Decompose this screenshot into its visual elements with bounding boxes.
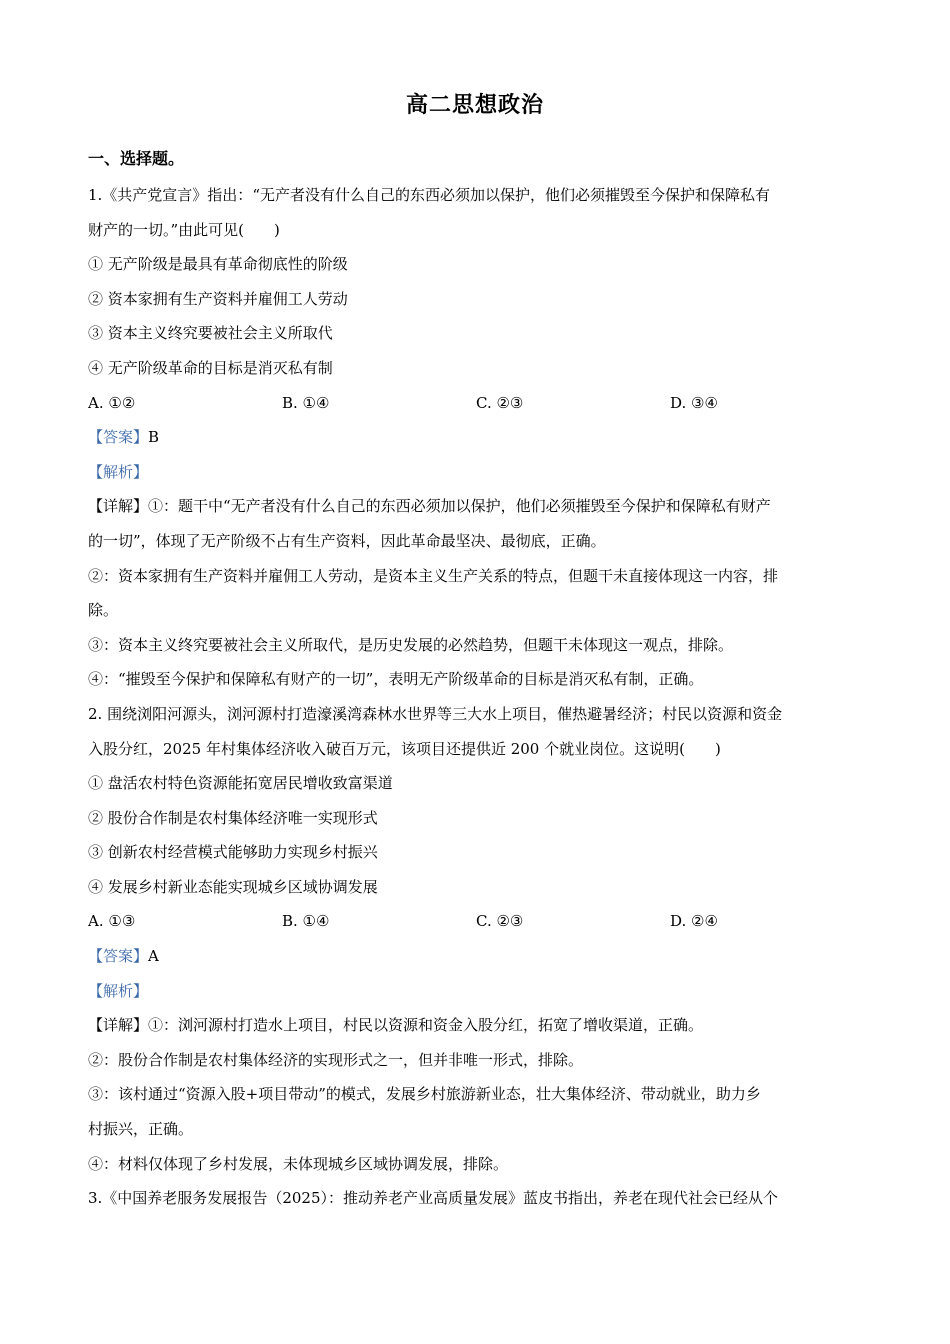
detail-line: 村振兴，正确。 bbox=[88, 1120, 194, 1139]
option-d: D. ③④ bbox=[670, 393, 718, 412]
detail-label: 【详解】 bbox=[88, 497, 149, 516]
document-body bbox=[88, 178, 864, 1216]
statement-item: ② 资本家拥有生产资料并雇佣工人劳动 bbox=[88, 289, 348, 308]
detail-line: 的一切”，体现了无产阶级不占有生产资料，因此革命最坚决、最彻底，正确。 bbox=[88, 531, 606, 550]
detail-line bbox=[88, 1008, 864, 1043]
detail-line: ③：该村通过“资源入股+项目带动”的模式，发展乡村旅游新业态，壮大集体经济、带动就业，助力乡 bbox=[88, 1085, 761, 1104]
detail-line: ④：材料仅体现了乡村发展，未体现城乡区域协调发展，排除。 bbox=[88, 1154, 509, 1173]
detail-label: 【详解】 bbox=[88, 1016, 149, 1035]
option-b: B. ①④ bbox=[282, 393, 330, 412]
statement-item: ③ 资本主义终究要被社会主义所取代 bbox=[88, 324, 333, 343]
detail-line: 除。 bbox=[88, 601, 119, 620]
page-title: 高二思想政治 bbox=[405, 92, 544, 118]
question-stem-line: 2. 围绕浏阳河源头，浏河源村打造濠溪湾森林水世界等三大水上项目，催热避暑经济；村民以资源和资金 bbox=[88, 704, 783, 723]
answer-line bbox=[88, 939, 864, 974]
answer-value: A bbox=[148, 947, 159, 966]
option-b: B. ①④ bbox=[282, 912, 330, 931]
analysis-label: 【解析】 bbox=[88, 462, 149, 481]
option-a: A. ①③ bbox=[88, 912, 136, 931]
statement-item: ① 无产阶级是最具有革命彻底性的阶级 bbox=[88, 255, 348, 274]
question-1 bbox=[88, 178, 864, 697]
statement-item: ③ 创新农村经营模式能够助力实现乡村振兴 bbox=[88, 843, 378, 862]
answer-options bbox=[88, 904, 864, 939]
question-2 bbox=[88, 697, 864, 1181]
section-heading: 一、选择题。 bbox=[88, 149, 185, 168]
detail-line: ②：股份合作制是农村集体经济的实现形式之一，但并非唯一形式，排除。 bbox=[88, 1050, 584, 1069]
question-stem-line: 入股分红，2025 年村集体经济收入破百万元，该项目还提供近 200 个就业岗位。这说明( ) bbox=[88, 739, 721, 758]
answer-line bbox=[88, 420, 864, 455]
answer-label: 【答案】 bbox=[88, 947, 149, 966]
answer-label: 【答案】 bbox=[88, 428, 149, 447]
option-c: C. ②③ bbox=[476, 912, 524, 931]
detail-line: ④：“摧毁至今保护和保障私有财产的一切”，表明无产阶级革命的目标是消灭私有制，正确。 bbox=[88, 670, 704, 689]
detail-line: ③：资本主义终究要被社会主义所取代，是历史发展的必然趋势，但题干未体现这一观点，排除。 bbox=[88, 635, 734, 654]
analysis-label: 【解析】 bbox=[88, 981, 149, 1000]
question-stem-line: 1.《共产党宣言》指出：“无产者没有什么自己的东西必须加以保护，他们必须摧毁至今保护和保障私有 bbox=[88, 186, 770, 204]
statement-item: ④ 无产阶级革命的目标是消灭私有制 bbox=[88, 358, 333, 377]
question-3 bbox=[88, 1181, 864, 1216]
answer-value: B bbox=[148, 428, 160, 447]
option-c: C. ②③ bbox=[476, 393, 524, 412]
statement-item: ② 股份合作制是农村集体经济唯一实现形式 bbox=[88, 808, 378, 827]
detail-line bbox=[88, 489, 864, 524]
detail-line: ②：资本家拥有生产资料并雇佣工人劳动，是资本主义生产关系的特点，但题干未直接体现这一内容，排 bbox=[88, 566, 779, 585]
question-stem-line: 财产的一切。”由此可见( ) bbox=[88, 220, 280, 239]
option-a: A. ①② bbox=[88, 393, 136, 412]
option-d: D. ②④ bbox=[670, 912, 718, 931]
question-stem-line: 3.《中国养老服务发展报告（2025）：推动养老产业高质量发展》蓝皮书指出，养老在现代社会已经从个 bbox=[88, 1189, 778, 1208]
detail-text: ①：题干中“无产者没有什么自己的东西必须加以保护，他们必须摧毁至今保护和保障私有财产 bbox=[148, 497, 771, 516]
statement-item: ④ 发展乡村新业态能实现城乡区域协调发展 bbox=[88, 877, 378, 896]
answer-options bbox=[88, 386, 864, 421]
statement-item: ① 盘活农村特色资源能拓宽居民增收致富渠道 bbox=[88, 774, 393, 793]
detail-text: ①：浏河源村打造水上项目，村民以资源和资金入股分红，拓宽了增收渠道，正确。 bbox=[148, 1016, 704, 1035]
